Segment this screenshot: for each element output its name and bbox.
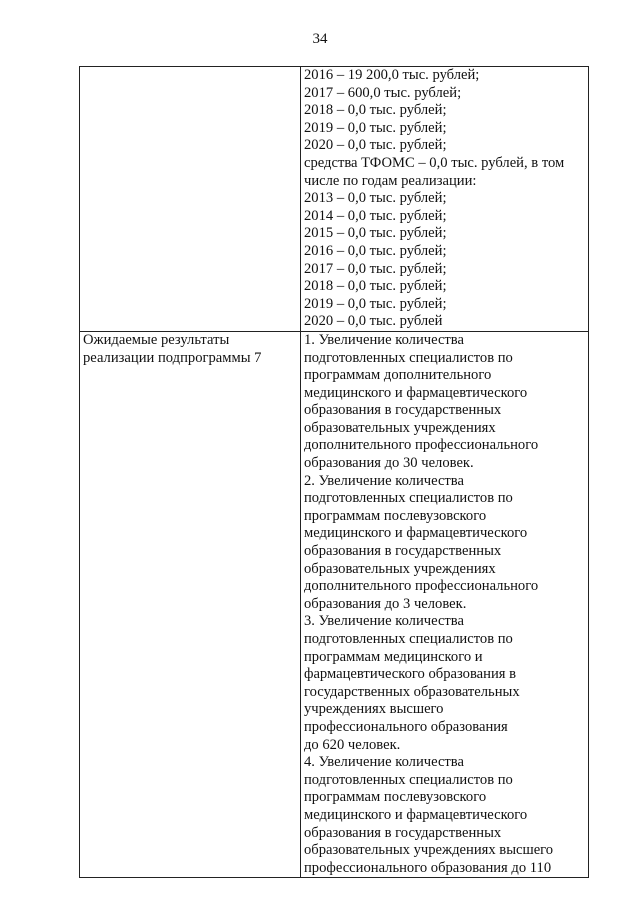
result-line: образования в государственных <box>304 402 502 419</box>
result-line: профессионального образования до 110 <box>304 859 552 876</box>
result-line: 1. Увеличение количества <box>304 331 464 348</box>
result-line: программам послевузовского <box>304 507 487 524</box>
result-line: программам послевузовского <box>304 789 487 806</box>
result-line: фармацевтического образования в <box>304 666 517 683</box>
result-line: государственных образовательных <box>304 683 520 700</box>
result-line: программам дополнительного <box>304 367 492 384</box>
table-row <box>80 67 589 332</box>
result-line: подготовленных специалистов по <box>304 771 513 788</box>
result-line: образовательных учреждениях <box>304 560 496 577</box>
funding-line: 2017 – 0,0 тыс. рублей; <box>304 260 447 277</box>
result-line: подготовленных специалистов по <box>304 631 513 647</box>
result-line: образовательных учреждениях <box>304 419 496 436</box>
table-row <box>80 331 589 877</box>
result-line: 3. Увеличение количества <box>304 613 464 630</box>
funding-line: средства ТФОМС – 0,0 тыс. рублей, в том <box>304 154 565 171</box>
funding-line: 2018 – 0,0 тыс. рублей; <box>304 102 447 119</box>
funding-line: 2014 – 0,0 тыс. рублей; <box>304 207 447 224</box>
result-line: дополнительного профессионального <box>304 437 539 454</box>
result-line: 2. Увеличение количества <box>304 472 464 489</box>
row1-funding-cell <box>301 67 589 332</box>
funding-line: 2020 – 0,0 тыс. рублей <box>304 313 443 330</box>
result-line: образования в государственных <box>304 824 502 841</box>
result-line: программам медицинского и <box>304 648 483 665</box>
row-label-line: Ожидаемые результаты <box>83 331 230 348</box>
funding-line: 2015 – 0,0 тыс. рублей; <box>304 225 447 242</box>
funding-line: 2019 – 0,0 тыс. рублей; <box>304 119 447 136</box>
expected-results-label-cell <box>80 331 301 877</box>
result-line: медицинского и фармацевтического <box>304 384 528 401</box>
row1-left-cell <box>80 67 301 332</box>
program-table <box>79 66 589 878</box>
result-line: профессионального образования <box>304 718 508 735</box>
page-number: 34 <box>312 31 328 47</box>
result-line: медицинского и фармацевтического <box>304 806 528 823</box>
expected-results-cell <box>301 331 589 877</box>
funding-line: 2016 – 19 200,0 тыс. рублей; <box>304 67 480 83</box>
result-line: подготовленных специалистов по <box>304 490 513 507</box>
result-line: образования до 3 человек. <box>304 595 467 612</box>
funding-line: 2018 – 0,0 тыс. рублей; <box>304 278 447 295</box>
result-line: образовательных учреждениях высшего <box>304 842 554 859</box>
result-line: дополнительного профессионального <box>304 578 539 595</box>
result-line: 4. Увеличение количества <box>304 754 464 771</box>
row-label-line: реализации подпрограммы 7 <box>83 349 262 366</box>
funding-line: числе по годам реализации: <box>304 172 477 189</box>
result-line: образования в государственных <box>304 543 502 560</box>
funding-line: 2016 – 0,0 тыс. рублей; <box>304 242 447 259</box>
result-line: до 620 человек. <box>304 736 401 753</box>
result-line: подготовленных специалистов по <box>304 349 513 366</box>
funding-line: 2013 – 0,0 тыс. рублей; <box>304 190 447 207</box>
result-line: учреждениях высшего <box>304 701 444 718</box>
funding-line: 2019 – 0,0 тыс. рублей; <box>304 295 447 312</box>
result-line: медицинского и фармацевтического <box>304 525 528 542</box>
result-line: образования до 30 человек. <box>304 455 474 472</box>
funding-line: 2020 – 0,0 тыс. рублей; <box>304 137 447 154</box>
funding-line: 2017 – 600,0 тыс. рублей; <box>304 84 462 101</box>
